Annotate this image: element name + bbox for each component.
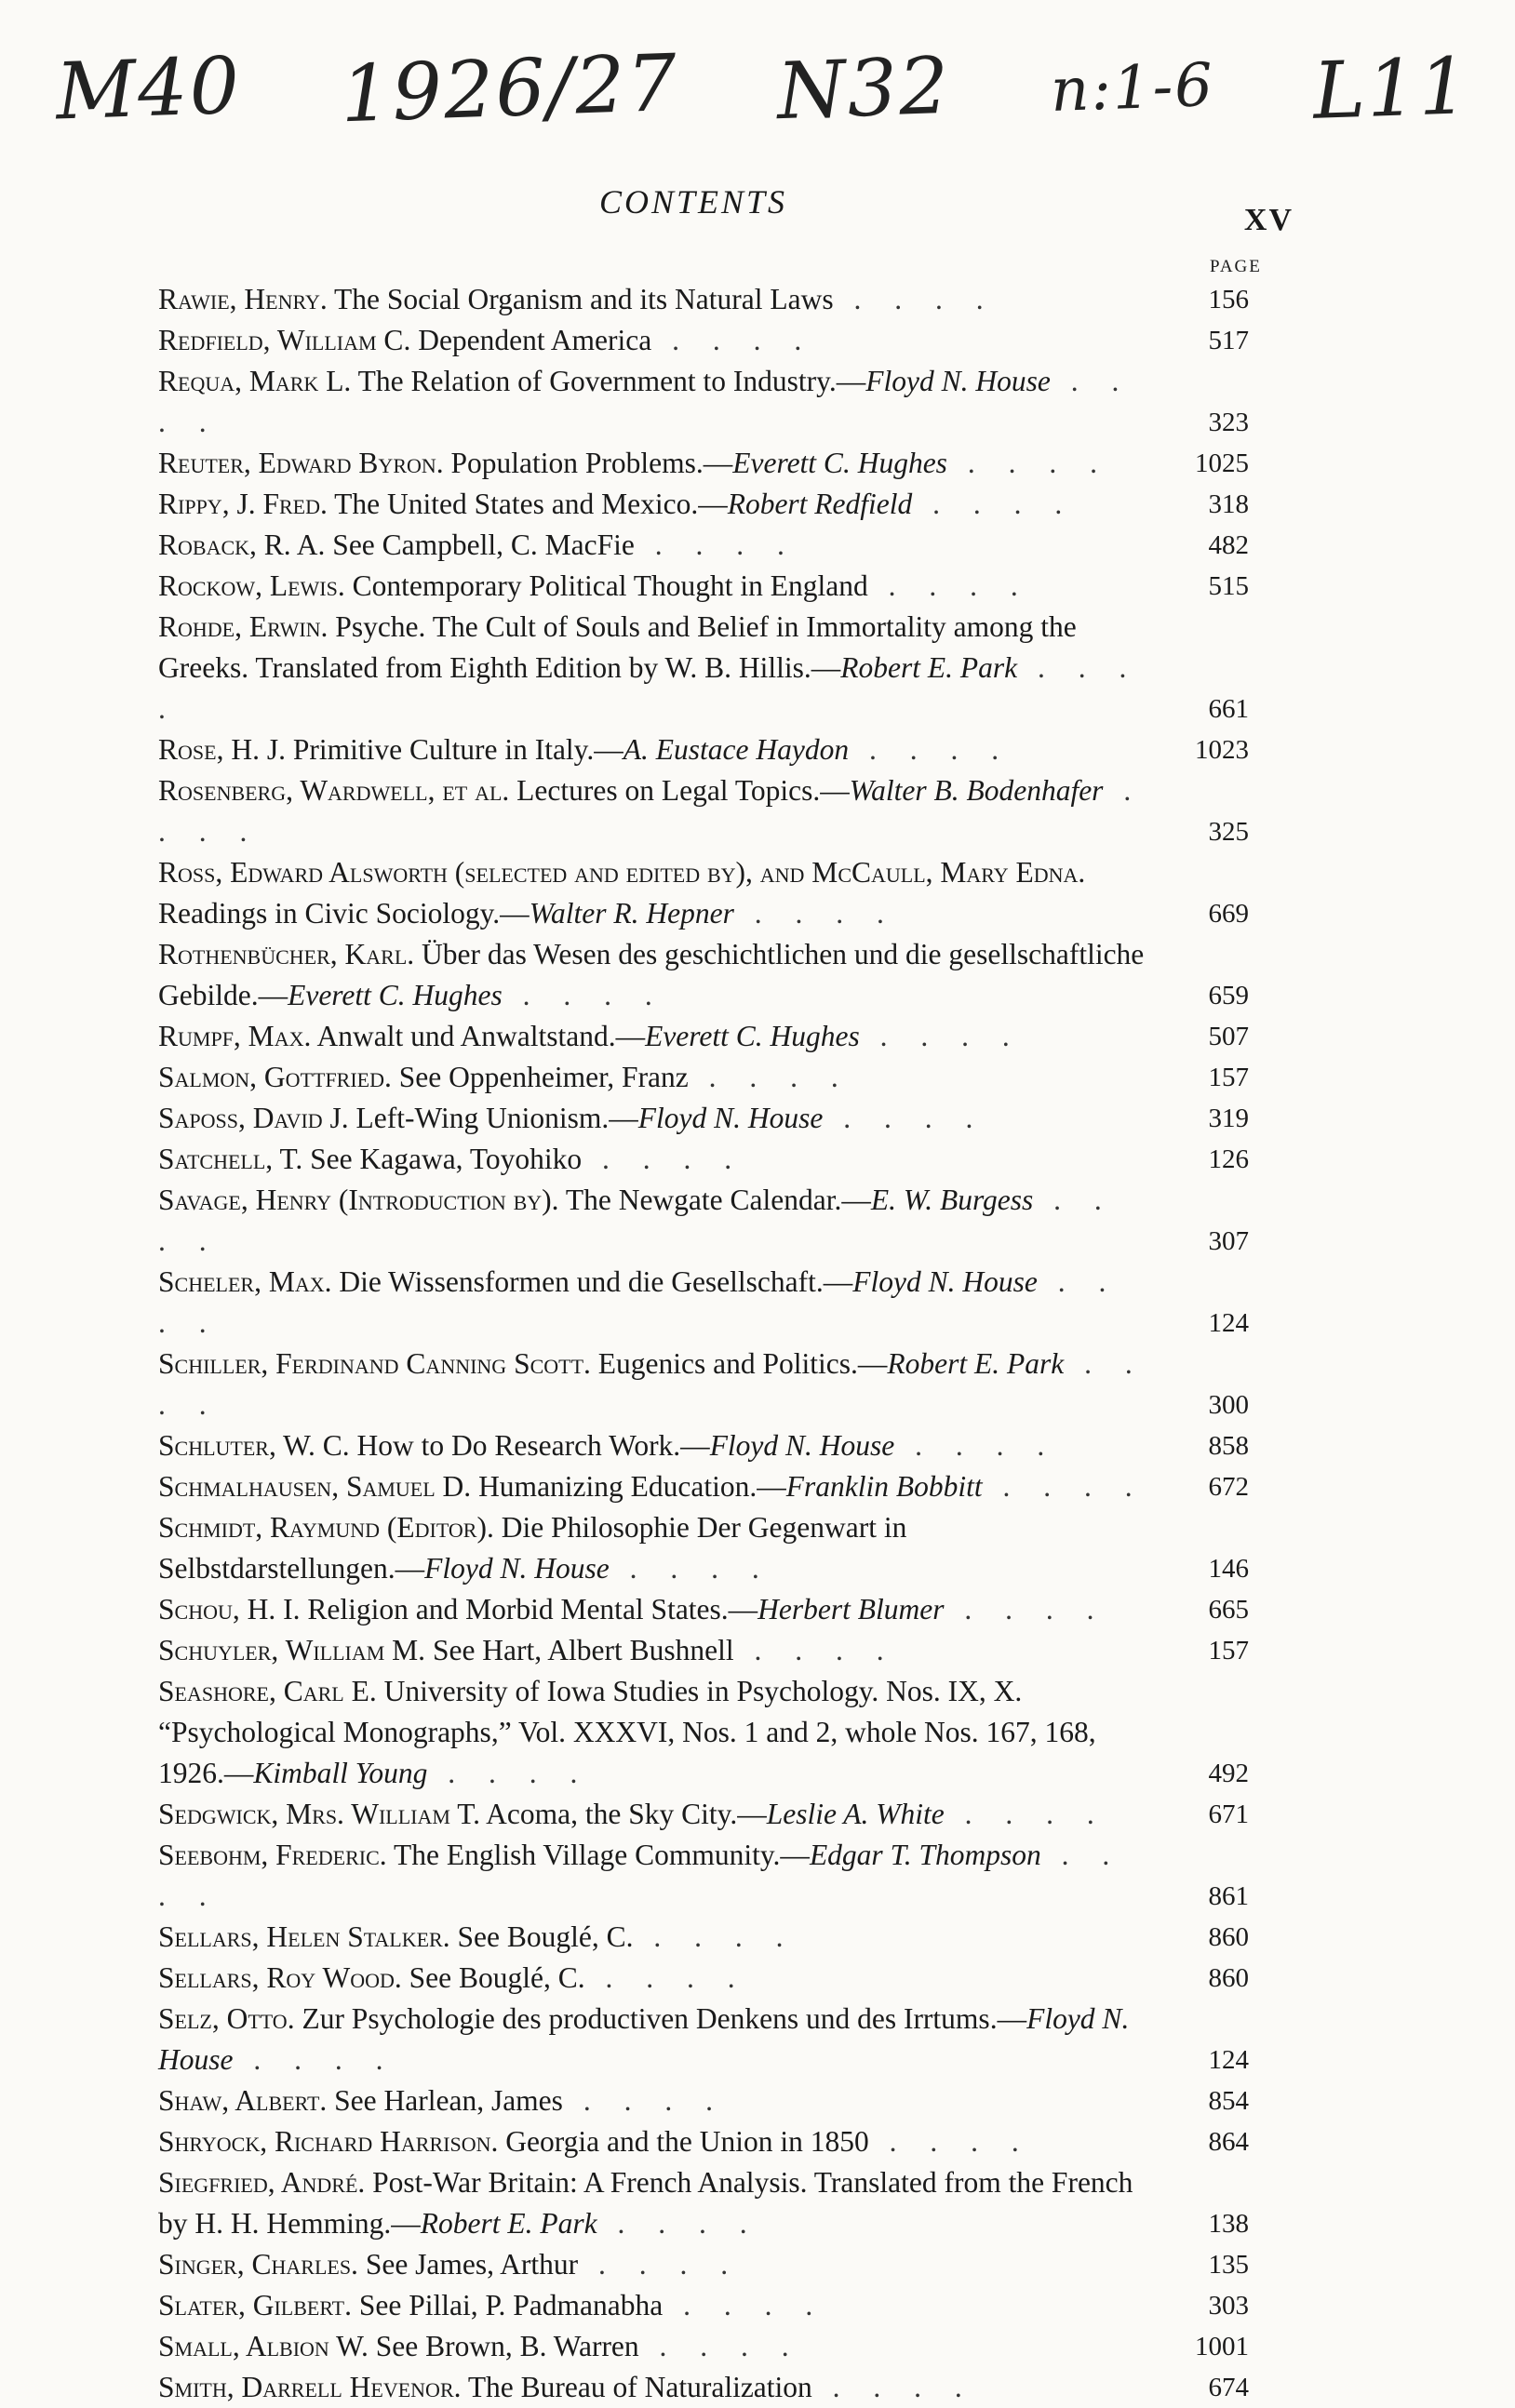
author-name: Selz, Otto. [158,2002,295,2035]
book-title: See Harlean, James [334,2084,563,2117]
page-number: 661 [1208,694,1249,724]
page-number: 854 [1208,2086,1249,2116]
contents-entry [104,2121,1249,2162]
dot-leader: . . . . [633,1920,797,1953]
book-title: The Bureau of Naturalization [467,2371,812,2403]
page-number: 138 [1208,2209,1249,2239]
contents-entry [104,1139,1249,1180]
page-number: 860 [1208,1922,1249,1952]
running-title: CONTENTS [598,183,788,221]
dot-leader: . . . . [982,1470,1146,1503]
contents-entry [104,1057,1249,1098]
contents-entry [104,525,1249,566]
reviewer-name: Floyd N. House [158,2002,1130,2076]
page-number: 671 [1208,1799,1249,1829]
page-number: 858 [1208,1431,1249,1461]
page-number: 323 [1208,408,1249,437]
dot-leader: . . . . [811,2371,975,2403]
author-name: Shryock, Richard Harrison. [158,2125,499,2158]
contents-entry [104,2080,1249,2121]
contents-list [104,279,1249,2408]
contents-entry [104,1589,1249,1630]
author-name: Schuyler, William M. [158,1634,426,1666]
page-number: 669 [1208,899,1249,929]
book-title: Lectures on Legal Topics.— [516,774,850,807]
annotation-item: L11 [1311,40,1472,137]
author-name: Schluter, W. C. [158,1429,350,1462]
contents-entry [104,2244,1249,2285]
dot-leader: . . . . [663,2289,826,2321]
page-number: 515 [1208,571,1249,601]
entry-text [104,1344,1249,1425]
contents-entry [104,320,1249,361]
page-number: 1001 [1195,2332,1249,2361]
contents-entry [104,607,1249,729]
book-title: Acoma, the Sky City.— [486,1798,767,1830]
dot-leader: . . . . [946,447,1110,479]
entry-text [104,1589,1249,1630]
contents-entry [104,443,1249,484]
author-name: Satchell, T. [158,1143,303,1175]
page-column-label: PAGE [1210,257,1262,276]
author-name: Schmalhausen, Samuel D. [158,1470,472,1503]
dot-leader: . . . . [868,2125,1032,2158]
page-number: 124 [1208,2045,1249,2075]
author-name: Rosenberg, Wardwell, et al. [158,774,510,807]
contents-entry [104,2162,1249,2244]
entry-text [104,361,1249,443]
dot-leader: . . . . [582,1143,745,1175]
reviewer-name: A. Eustace Haydon [623,733,850,766]
author-name: Sellars, Helen Stalker. [158,1920,450,1953]
book-title: Anwalt und Anwaltstand.— [316,1020,646,1052]
dot-leader: . . . . [912,488,1076,520]
author-name: Slater, Gilbert. [158,2289,352,2321]
book-title: Contemporary Political Thought in England [352,569,868,602]
contents-entry [104,279,1249,320]
reviewer-name: Floyd N. House [852,1265,1038,1298]
dot-leader: . . . . [867,569,1031,602]
page-number: 492 [1208,1759,1249,1788]
book-title: Post-War Britain: A French Analysis. Translated from the French by H. H. Hemming.— [158,2166,1133,2240]
contents-entry [104,566,1249,607]
page-number: 482 [1208,530,1249,560]
reviewer-name: Walter B. Bodenhafer [849,774,1104,807]
dot-leader: . . . . [733,1634,897,1666]
dot-leader: . . . . [849,733,1012,766]
dot-leader: . . . . [833,283,997,315]
reviewer-name: Robert E. Park [420,2207,597,2240]
reviewer-name: Leslie A. White [766,1798,945,1830]
author-name: Schmidt, Raymund (Editor). [158,1511,494,1544]
entry-text [104,2285,1249,2326]
annotation-item: 1926/27 [339,36,680,140]
author-name: Shaw, Albert. [158,2084,328,2117]
entry-text [104,1835,1249,1917]
contents-entry [104,1016,1249,1057]
contents-entry [104,2367,1249,2408]
book-title: See James, Arthur [365,2248,579,2281]
contents-entry [104,770,1249,852]
author-name: Savage, Henry (Introduction by). [158,1184,559,1216]
book-title: University of Iowa Studies in Psychology. Nos. IX, X. “Psychological Monographs,” Vol. XXXVI, Nos. 1 and 2, whole Nos. 167, 168, 1926.— [158,1675,1096,1789]
dot-leader: . . . . [562,2084,726,2117]
entry-text [104,852,1249,934]
dot-leader: . . . . [584,1961,748,1994]
author-name: Salmon, Gottfried. [158,1061,392,1093]
dot-leader: . . . . [859,1020,1023,1052]
contents-entry [104,1794,1249,1835]
book-title: The Relation of Government to Industry.— [357,365,866,397]
reviewer-name: E. W. Burgess [870,1184,1034,1216]
entry-text [104,1180,1249,1262]
book-title: Eugenics and Politics.— [597,1347,888,1380]
book-title: Dependent America [418,324,652,356]
entry-text [104,770,1249,852]
entry-text [104,1999,1249,2080]
entry-text [104,1262,1249,1344]
contents-entry [104,1466,1249,1507]
reviewer-name: Herbert Blumer [758,1593,945,1625]
book-title: Religion and Morbid Mental States.— [307,1593,758,1625]
entry-text [104,1466,1249,1507]
reviewer-name: Floyd N. House [709,1429,895,1462]
author-name: Sedgwick, Mrs. William T. [158,1798,481,1830]
dot-leader: . . . . [597,2207,760,2240]
book-title: Georgia and the Union in 1850 [505,2125,869,2158]
entry-text [104,1630,1249,1671]
page-number: 861 [1208,1881,1249,1911]
dot-leader: . . . . [944,1593,1107,1625]
author-name: Smith, Darrell Hevenor. [158,2371,462,2403]
author-name: Rose, H. J. [158,733,286,766]
book-title: Left-Wing Unionism.— [355,1102,638,1134]
entry-text [104,484,1249,525]
author-name: Siegfried, André. [158,2166,366,2199]
book-title: See Oppenheimer, Franz [398,1061,689,1093]
author-name: Redfield, William C. [158,324,411,356]
author-name: Schiller, Ferdinand Canning Scott. [158,1347,591,1380]
page-number: 126 [1208,1144,1249,1174]
entry-text [104,443,1249,484]
book-title: See Bouglé, C. [409,1961,585,1994]
page-number: 319 [1208,1104,1249,1133]
book-title: See Hart, Albert Bushnell [432,1634,734,1666]
book-title: How to Do Research Work.— [356,1429,710,1462]
contents-entry [104,1835,1249,1917]
dot-leader: . . . . [427,1757,591,1789]
page-number: 860 [1208,1963,1249,1993]
annotation-item: M40 [54,39,243,138]
contents-entry [104,852,1249,934]
entry-text [104,566,1249,607]
contents-entry [104,2285,1249,2326]
entry-text [104,2244,1249,2285]
reviewer-name: Floyd N. House [865,365,1051,397]
entry-text [104,1057,1249,1098]
entry-text [104,1958,1249,1999]
dot-leader: . . . . [634,528,798,561]
page-number: 135 [1208,2250,1249,2280]
dot-leader: . . . . [823,1102,986,1134]
page-number: 659 [1208,981,1249,1010]
contents-entry [104,729,1249,770]
author-name: Rippy, J. Fred. [158,488,328,520]
reviewer-name: Robert E. Park [887,1347,1065,1380]
contents-entry [104,1917,1249,1958]
author-name: Rothenbücher, Karl. [158,938,415,970]
book-title: Readings in Civic Sociology.— [158,897,530,930]
dot-leader: . . . . [502,979,665,1011]
author-name: Singer, Charles. [158,2248,358,2281]
page-number: 672 [1208,1472,1249,1502]
contents-entry [104,1098,1249,1139]
entry-text [104,2080,1249,2121]
book-title: Primitive Culture in Italy.— [292,733,623,766]
book-title: The Social Organism and its Natural Laws [334,283,834,315]
author-name: Schou, H. I. [158,1593,301,1625]
page-number: 674 [1208,2373,1249,2402]
dot-leader: . . . . [733,897,897,930]
page-number: 300 [1208,1390,1249,1420]
entry-text [104,1098,1249,1139]
dot-leader: . . . . [158,651,1140,725]
entry-text [104,607,1249,729]
entry-text [104,1016,1249,1057]
author-name: Sellars, Roy Wood. [158,1961,402,1994]
entry-text [104,934,1249,1016]
author-name: Rohde, Erwin. [158,610,328,643]
contents-entry [104,1999,1249,2080]
entry-text [104,1671,1249,1794]
dot-leader: . . . . [158,1184,1115,1257]
author-name: Saposs, David J. [158,1102,349,1134]
dot-leader: . . . . [158,1839,1123,1912]
reviewer-name: Everett C. Hughes [732,447,947,479]
book-title: Psyche. The Cult of Souls and Belief in Immortality among the Greeks. Translated from Eighth Edition by W. B. Hillis.— [158,610,1077,684]
page-number: 157 [1208,1636,1249,1666]
book-title: See Brown, B. Warren [375,2330,639,2362]
contents-entry [104,934,1249,1016]
page-number: 307 [1208,1226,1249,1256]
page-number: 157 [1208,1063,1249,1092]
contents-entry [104,1180,1249,1262]
contents-entry [104,1425,1249,1466]
author-name: Small, Albion W. [158,2330,369,2362]
reviewer-name: Franklin Bobbitt [785,1470,983,1503]
entry-text [104,1139,1249,1180]
dot-leader: . . . . [638,2330,802,2362]
author-name: Rawie, Henry. [158,283,328,315]
entry-text [104,525,1249,566]
author-name: Requa, Mark L. [158,365,352,397]
contents-entry [104,361,1249,443]
page-number: 665 [1208,1595,1249,1625]
entry-text [104,1917,1249,1958]
book-title: Population Problems.— [450,447,733,479]
contents-entry [104,1344,1249,1425]
reviewer-name: Everett C. Hughes [645,1020,860,1052]
page-number: 156 [1208,285,1249,314]
book-title: Die Wissensformen und die Gesellschaft.— [339,1265,853,1298]
reviewer-name: Everett C. Hughes [288,979,503,1011]
book-title: Über das Wesen des geschichtlichen und die gesellschaftliche Gebilde.— [158,938,1145,1011]
book-title: Die Philosophie Der Gegenwart in Selbstdarstellungen.— [158,1511,907,1585]
dot-leader: . . . . [158,1265,1119,1339]
author-name: Rumpf, Max. [158,1020,312,1052]
reviewer-name: Floyd N. House [637,1102,824,1134]
dot-leader: . . . . [944,1798,1107,1830]
folio: XV [1243,203,1294,237]
dot-leader: . . . . [233,2043,396,2076]
page-number: 1025 [1195,448,1249,478]
contents-entry [104,1262,1249,1344]
dot-leader: . . . . [894,1429,1058,1462]
dot-leader: . . . . [158,365,1133,438]
contents-entry [104,2326,1249,2367]
dot-leader: . . . . [158,774,1145,848]
entry-text [104,1507,1249,1589]
book-title: See Pillai, P. Padmanabha [358,2289,664,2321]
entry-text [104,2162,1249,2244]
reviewer-name: Floyd N. House [424,1552,610,1585]
annotation-item: n:1-6 [1049,50,1215,127]
book-title: The English Village Community.— [393,1839,810,1871]
entry-text [104,2326,1249,2367]
page-number: 325 [1208,817,1249,847]
author-name: Roback, R. A. [158,528,326,561]
page-number: 318 [1208,489,1249,519]
entry-text [104,2121,1249,2162]
page-header [102,182,1294,238]
dot-leader: . . . . [158,1347,1146,1421]
reviewer-name: Edgar T. Thompson [809,1839,1041,1871]
page-number: 517 [1208,326,1249,355]
entry-text [104,279,1249,320]
contents-entry [104,1630,1249,1671]
page-number: 864 [1208,2127,1249,2157]
book-title: The Newgate Calendar.— [565,1184,871,1216]
contents-entry [104,1671,1249,1794]
author-name: Scheler, Max. [158,1265,332,1298]
author-name: Seashore, Carl E. [158,1675,377,1707]
entry-text [104,1794,1249,1835]
page-number: 124 [1208,1308,1249,1338]
page-number: 1023 [1195,735,1249,765]
author-name: Reuter, Edward Byron. [158,447,444,479]
book-title: Humanizing Education.— [478,1470,786,1503]
annotation-item: N32 [775,39,953,138]
author-name: Ross, Edward Alsworth (selected and edited by), and McCaull, Mary Edna. [158,856,1086,889]
book-title: See Bouglé, C. [457,1920,634,1953]
author-name: Rockow, Lewis. [158,569,345,602]
page-number: 146 [1208,1554,1249,1584]
author-name: Seebohm, Frederic. [158,1839,387,1871]
dot-leader: . . . . [651,324,815,356]
contents-entry [104,484,1249,525]
reviewer-name: Robert Redfield [727,488,913,520]
contents-entry [104,1958,1249,1999]
book-title: The United States and Mexico.— [334,488,728,520]
page-number: 303 [1208,2291,1249,2321]
book-title: See Kagawa, Toyohiko [310,1143,583,1175]
entry-text [104,1425,1249,1466]
book-title: Zur Psychologie des productiven Denkens und des Irrtums.— [302,2002,1027,2035]
handwritten-annotation [56,37,1470,140]
entry-text [104,2367,1249,2408]
reviewer-name: Robert E. Park [840,651,1018,684]
dot-leader: . . . . [609,1552,772,1585]
entry-text [104,729,1249,770]
dot-leader: . . . . [578,2248,742,2281]
dot-leader: . . . . [688,1061,851,1093]
page-number: 507 [1208,1022,1249,1051]
contents-entry [104,1507,1249,1589]
book-title: See Campbell, C. MacFie [332,528,635,561]
reviewer-name: Kimball Young [253,1757,428,1789]
entry-text [104,320,1249,361]
reviewer-name: Walter R. Hepner [529,897,734,930]
